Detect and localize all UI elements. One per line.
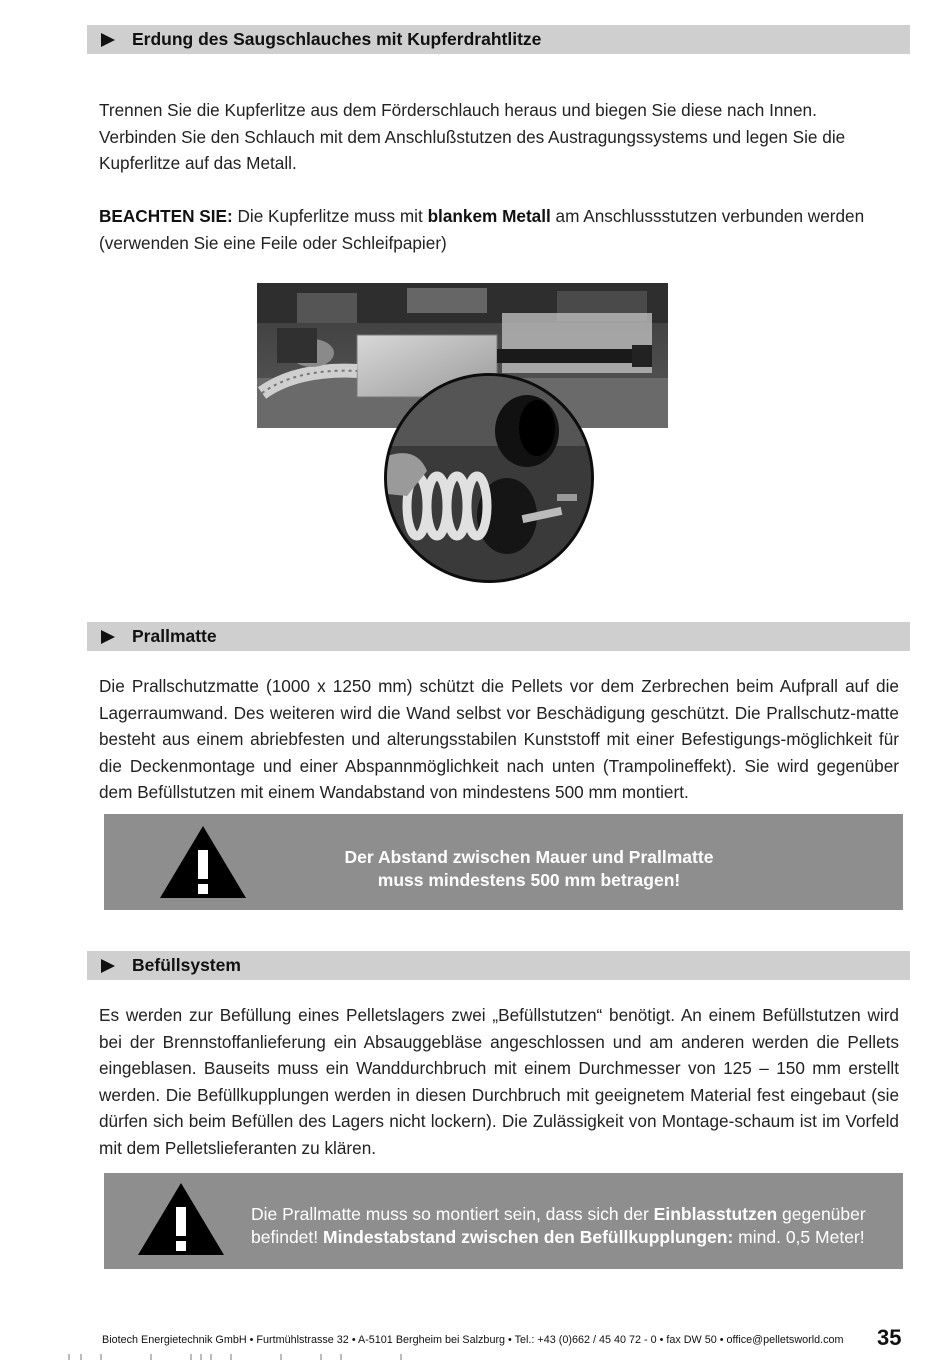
play-triangle-icon [101,33,115,47]
section-header-befuellsystem [87,951,910,980]
warning-text-b: gegenüber befindet! [251,1204,866,1247]
exclamation-triangle-icon [136,1181,226,1257]
warning-text-c: mind. 0,5 Meter! [733,1226,865,1247]
paragraph-befuellsystem: Es werden zur Befüllung eines Pelletslagers zwei „Befüllstutzen“ benötigt. An einem Befüllstutzen wird bei der Brennstoffanlieferung ein Absauggebläse angeschlossen und am anderen werden die Pellets eingeblasen. Bauseits muss ein Wanddurchbruch mit einem Durchmesser von 125 – 150 mm erstellt werden. Die Befüllkupplungen werden in diesen Durchbruch mit geeignetem Material fest eingebaut (sie dürfen sich beim Befüllen des Lagers nicht lockern). Die Zulässigkeit von Montage-schaum ist im Vorfeld mit dem Pelletslieferanten zu klären. [99,1005,899,1158]
section-header-erdung [87,25,910,54]
warning-text-bold-2: Mindestabstand zwischen den Befüllkupplungen: [323,1226,734,1247]
scan-marks-decoration [60,1352,410,1360]
warning-box-distance [104,814,903,910]
section-title: Erdung des Saugschlauches mit Kupferdrahtlitze [132,29,542,49]
warning-text-a: Die Prallmatte muss so montiert sein, dass sich der [251,1204,654,1224]
warning-text-bold-1: Einblasstutzen [653,1204,778,1224]
paragraph-erdung-instructions: Trennen Sie die Kupferlitze aus dem Förderschlauch heraus und biegen Sie diese nach Innen. Verbinden Sie den Schlauch mit dem Anschlußstutzen des Austragungssystems und legen Sie die Kupferlitze auf das Metall. [99,100,846,173]
warning-text [304,846,754,892]
coupling-detail-inset [384,373,594,583]
play-triangle-icon [101,959,115,973]
note-text-a: Die Kupferlitze muss mit [232,206,428,226]
paragraph-erdung-note [99,203,899,256]
coupling-detail-graphic [387,376,591,580]
play-triangle-icon [101,630,115,644]
page-footer: Biotech Energietechnik GmbH • Furtmühlstrasse 32 • A-5101 Bergheim bei Salzburg • Tel.: +43 (0)662 / 45 40 72 - 0 • fax DW 50 • office@pelletsworld.com [102,1334,844,1346]
section-title: Prallmatte [132,626,217,646]
note-text-bold: blankem Metall [427,206,551,226]
warning-text [251,1203,891,1248]
paragraph-prallmatte: Die Prallschutzmatte (1000 x 1250 mm) schützt die Pellets vor dem Zerbrechen beim Aufprall auf die Lagerraumwand. Des weiteren wird die Wand selbst vor Beschädigung geschützt. Die Prallschutz-matte besteht aus einem abriebfesten und alterungsstabilen Kunststoff mit einer Befestigungs-möglichkeit für die Deckenmontage und einer Abspannmöglichkeit nach unten (Trampolineffekt). Sie wird gegenüber dem Befüllstutzen mit einem Wandabstand von mindestens 500 mm montiert. [99,676,899,802]
warning-line-1: Der Abstand zwischen Mauer und Prallmatte [344,847,714,867]
exclamation-triangle-icon [158,824,248,900]
section-title: Befüllsystem [132,955,241,975]
note-text-b: am Anschlussstutzen verbunden werden (verwenden Sie eine Feile oder Schleifpapier) [99,206,865,253]
note-label: BEACHTEN SIE: [99,206,233,226]
warning-box-mounting [104,1173,903,1269]
warning-line-2: muss mindestens 500 mm betragen! [377,870,681,890]
page-number: 35 [877,1325,902,1350]
section-header-prallmatte [87,622,910,651]
